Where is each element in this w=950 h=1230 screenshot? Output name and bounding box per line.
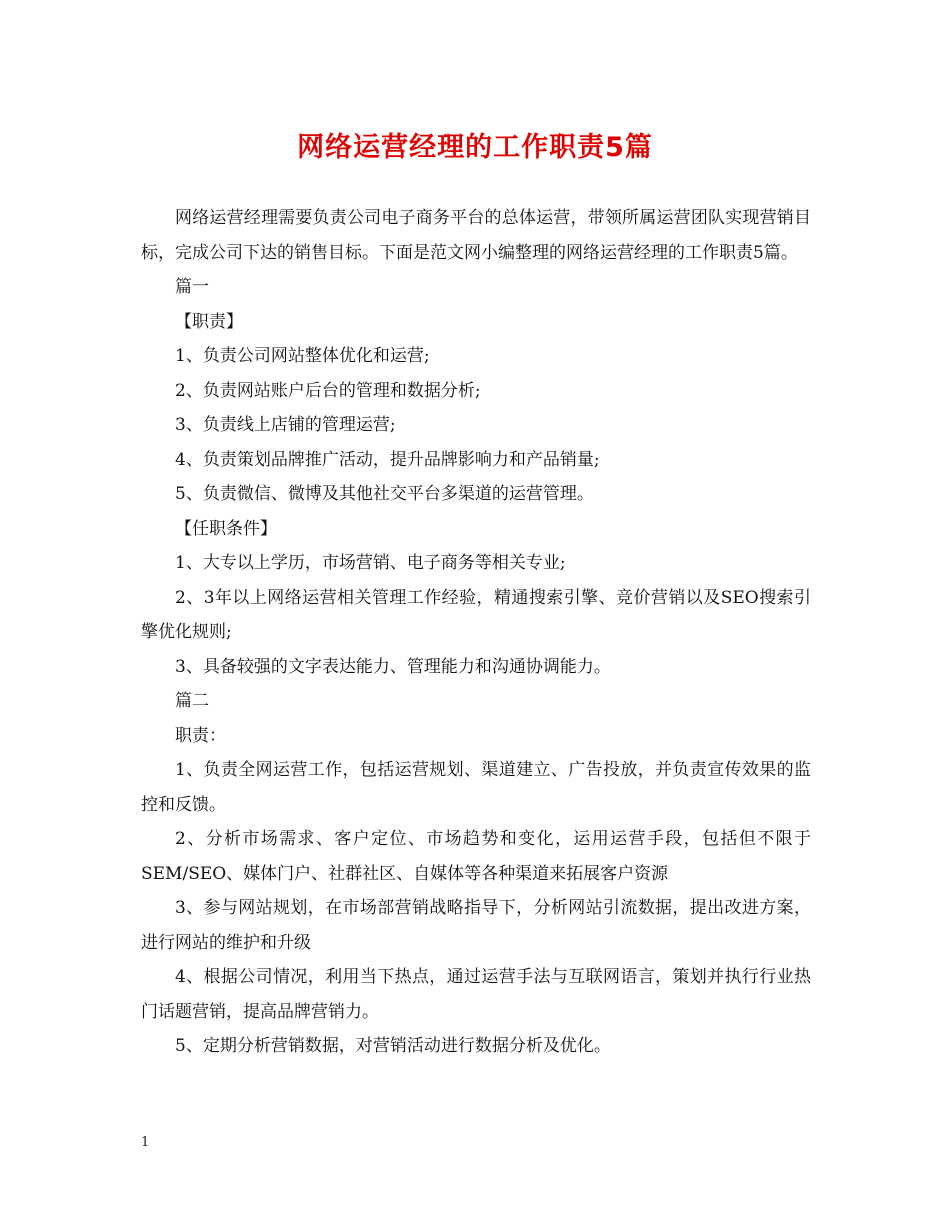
paragraph-requirements-heading: 【任职条件】 xyxy=(175,518,277,539)
paragraph-item: 1、负责公司网站整体优化和运营; xyxy=(175,346,430,366)
paragraph-item: 3、负责线上店铺的管理运营; xyxy=(175,415,396,435)
paragraph-item: 3、参与网站规划，在市场部营销战略指导下，分析网站引流数据，提出改进方案，进行网站的维护和升级 xyxy=(141,898,811,953)
paragraph-item: 4、负责策划品牌推广活动，提升品牌影响力和产品销量; xyxy=(175,449,600,470)
paragraph-item: 5、负责微信、微博及其他社交平台多渠道的运营管理。 xyxy=(175,484,594,504)
paragraph-item: 2、负责网站账户后台的管理和数据分析; xyxy=(175,380,481,401)
paragraph-item: 2、3年以上网络运营相关管理工作经验，精通搜索引擎、竞价营销以及SEO搜索引擎优化规则; xyxy=(141,587,811,642)
paragraph-item: 1、大专以上学历，市场营销、电子商务等相关专业; xyxy=(175,553,566,573)
paragraph-item: 3、具备较强的文字表达能力、管理能力和沟通协调能力。 xyxy=(175,656,611,677)
paragraph-item: 2、分析市场需求、客户定位、市场趋势和变化，运用运营手段，包括但不限于SEM/SEO、媒体门户、社群社区、自媒体等各种渠道来拓展客户资源 xyxy=(141,829,811,884)
paragraph-duties-heading: 职责： xyxy=(175,725,226,746)
paragraph-intro: 网络运营经理需要负责公司电子商务平台的总体运营，带领所属运营团队实现营销目标，完成公司下达的销售目标。下面是范文网小编整理的网络运营经理的工作职责5篇。 xyxy=(141,208,811,263)
document-title: 网络运营经理的工作职责5篇 xyxy=(297,132,653,163)
paragraph-item: 1、负责全网运营工作，包括运营规划、渠道建立、广告投放，并负责宣传效果的监控和反馈。 xyxy=(141,760,811,815)
paragraph-item: 5、定期分析营销数据，对营销活动进行数据分析及优化。 xyxy=(175,1036,611,1056)
section-heading-2: 篇二 xyxy=(175,691,209,711)
paragraph-duties-heading: 【职责】 xyxy=(175,311,243,332)
page-number: 1 xyxy=(141,1135,150,1150)
paragraph-item: 4、根据公司情况，利用当下热点，通过运营手法与互联网语言，策划并执行行业热门话题营销，提高品牌营销力。 xyxy=(141,967,811,1022)
document-body xyxy=(141,201,811,1064)
section-heading-1: 篇一 xyxy=(175,277,209,297)
